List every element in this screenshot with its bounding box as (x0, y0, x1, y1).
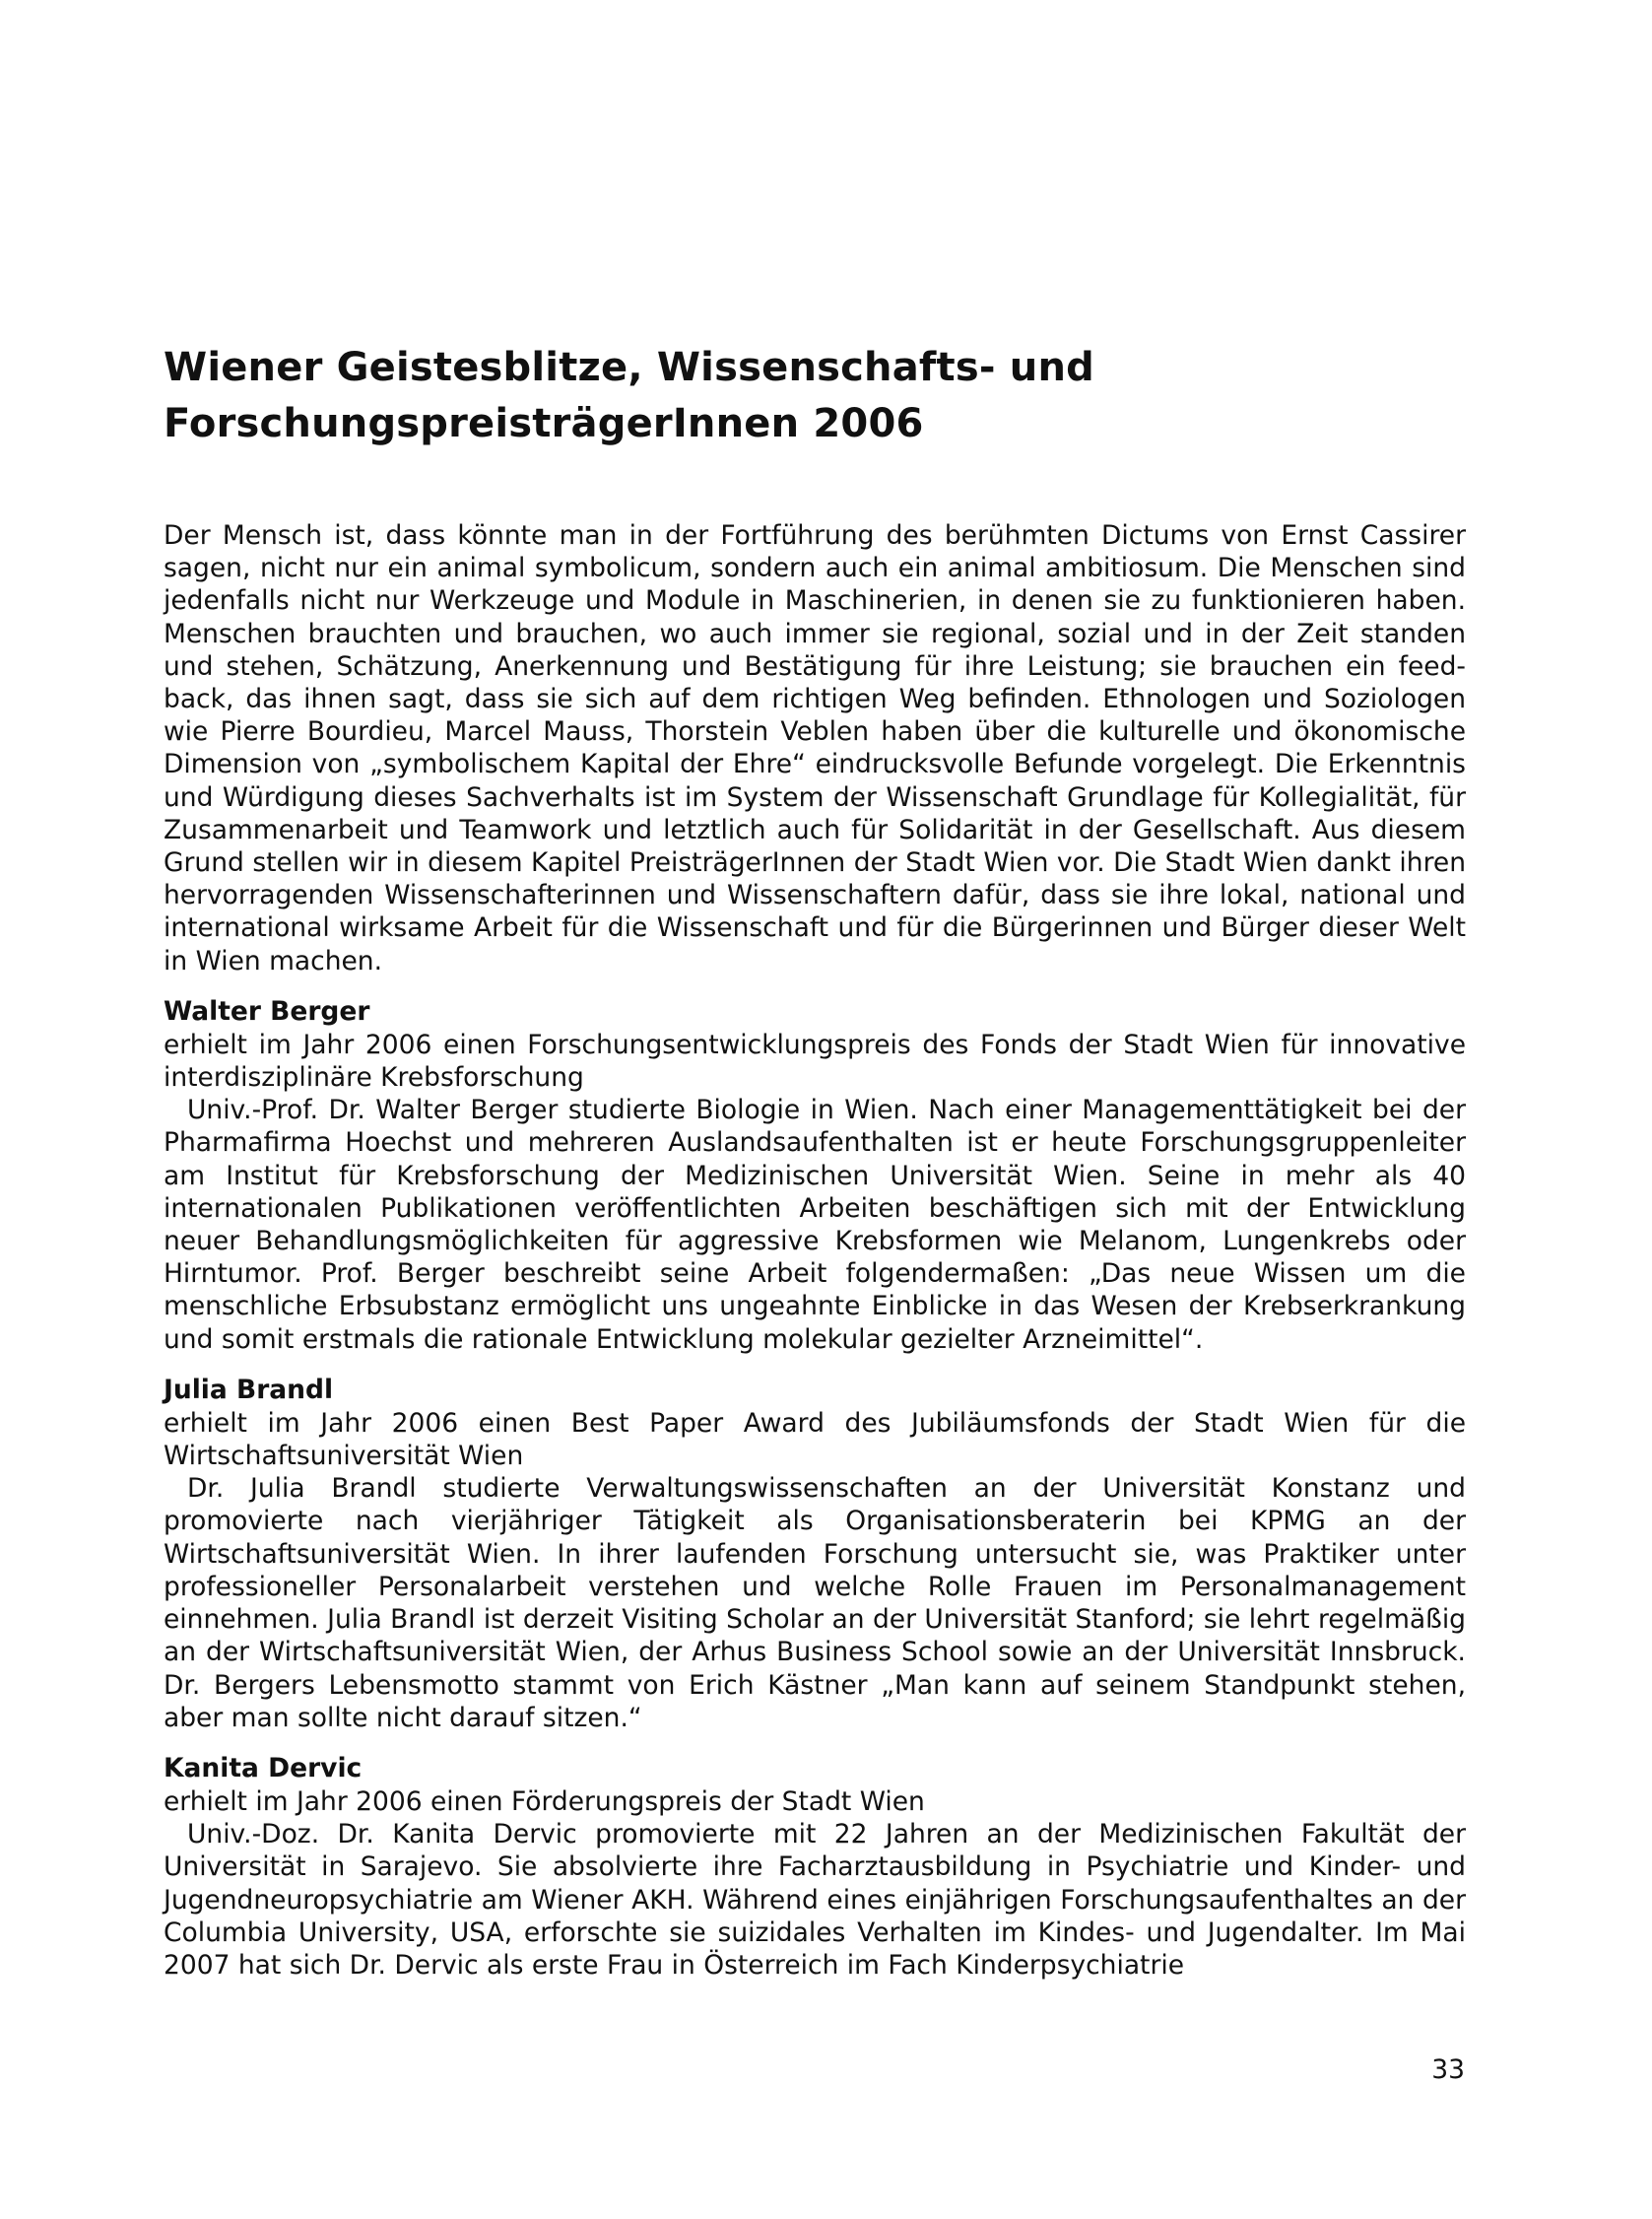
entry-kanita-dervic (164, 1752, 1466, 1982)
entry-name: Julia Brandl (164, 1374, 334, 1405)
entry-award: erhielt im Jahr 2006 einen Best Paper Award des Jubiläumsfonds der Stadt Wien für die Wirtschaftsuniversität Wien (164, 1407, 1466, 1472)
intro-paragraph: Der Mensch ist, dass könnte man in der Fortführung des berühmten Dictums von Ernst Cassirer sagen, nicht nur ein animal symbolicum, sondern auch ein animal ambitiosum. Die Menschen sind jedenfalls nicht nur Werkzeuge und Module in Maschinerien, in denen sie zu funktionieren haben. Menschen brauchten und brauchen, wo auch immer sie regional, sozial und in der Zeit standen und stehen, Schätzung, Anerkennung und Bestätigung für ihre Leistung; sie brauchen ein feed-back, das ihnen sagt, dass sie sich auf dem richtigen Weg befinden. Ethnologen und Soziologen wie Pierre Bourdieu, Marcel Mauss, Thorstein Veblen haben über die kulturelle und ökonomische Dimension von „symbolischem Kapital der Ehre“ eindrucksvolle Befunde vorgelegt. Die Erkenntnis und Würdigung dieses Sachverhalts ist im System der Wissenschaft Grundlage für Kollegialität, für Zusammenarbeit und Teamwork und letztlich auch für Solidarität in der Gesellschaft. Aus diesem Grund stellen wir in diesem Kapitel PreisträgerInnen der Stadt Wien vor. Die Stadt Wien dankt ihren hervorragenden Wissenschafterinnen und Wissenschaftern dafür, dass sie ihre lokal, national und international wirksame Arbeit für die Wissenschaft und für die Bürgerinnen und Bürger dieser Welt in Wien machen. (164, 520, 1466, 976)
entry-julia-brandl (164, 1374, 1466, 1734)
entry-body: Univ.-Prof. Dr. Walter Berger studierte Biologie in Wien. Nach einer Managementtätigkeit bei der Pharmafirma Hoechst und mehreren Auslandsaufenthalten ist er heute Forschungsgruppenleiter am Institut für Krebsforschung der Medizinischen Universität Wien. Seine in mehr als 40 internationalen Publikationen veröffentlichten Arbeiten beschäftigen sich mit der Entwicklung neuer Behandlungsmöglichkeiten für aggressive Krebsformen wie Melanom, Lungenkrebs oder Hirntumor. Prof. Berger beschreibt seine Arbeit folgendermaßen: „Das neue Wissen um die menschliche Erbsubstanz ermöglicht uns ungeahnte Einblicke in das Wesen der Krebserkrankung und somit erstmals die rationale Entwicklung molekular gezielter Arzneimittel“. (164, 1095, 1466, 1355)
page-number: 33 (1431, 2054, 1465, 2085)
title-line-2: ForschungspreisträgerInnen 2006 (164, 401, 924, 446)
entry-body: Dr. Julia Brandl studierte Verwaltungswissenschaften an der Universität Konstanz und promovierte nach vierjähriger Tätigkeit als Organisationsberaterin bei KPMG an der Wirtschaftsuniversität Wien. In ihrer laufenden Forschung untersucht sie, was Praktiker unter professioneller Personalarbeit verstehen und welche Rolle Frauen im Personalmanagement einnehmen. Julia Brandl ist derzeit Visiting Scholar an der Universität Stanford; sie lehrt regelmäßig an der Wirtschaftsuniversität Wien, der Arhus Business School sowie an der Universität Innsbruck. Dr. Bergers Lebensmotto stammt von Erich Kästner „Man kann auf seinem Standpunkt stehen, aber man sollte nicht darauf sitzen.“ (164, 1473, 1466, 1733)
entry-award: erhielt im Jahr 2006 einen Forschungsentwicklungspreis des Fonds der Stadt Wien für innovative interdisziplinäre Krebsforschung (164, 1029, 1466, 1094)
page-content (164, 340, 1466, 1982)
entry-body: Univ.-Doz. Dr. Kanita Dervic promovierte mit 22 Jahren an der Medizinischen Fakultät der Universität in Sarajevo. Sie absolvierte ihre Facharztausbildung in Psychiatrie und Kinder- und Jugendneuropsychiatrie am Wiener AKH. Während eines einjährigen Forschungsaufenthaltes an der Columbia University, USA, erforschte sie suizidales Verhalten im Kindes- und Jugendalter. Im Mai 2007 hat sich Dr. Dervic als erste Frau in Österreich im Fach Kinderpsychiatrie (164, 1819, 1466, 1981)
entry-award: erhielt im Jahr 2006 einen Förderungspreis der Stadt Wien (164, 1785, 925, 1817)
page-title (164, 340, 1466, 452)
entry-walter-berger (164, 995, 1466, 1356)
entry-name: Walter Berger (164, 995, 370, 1027)
title-line-1: Wiener Geistesblitze, Wissenschafts- und (164, 345, 1094, 390)
entry-name: Kanita Dervic (164, 1752, 363, 1783)
